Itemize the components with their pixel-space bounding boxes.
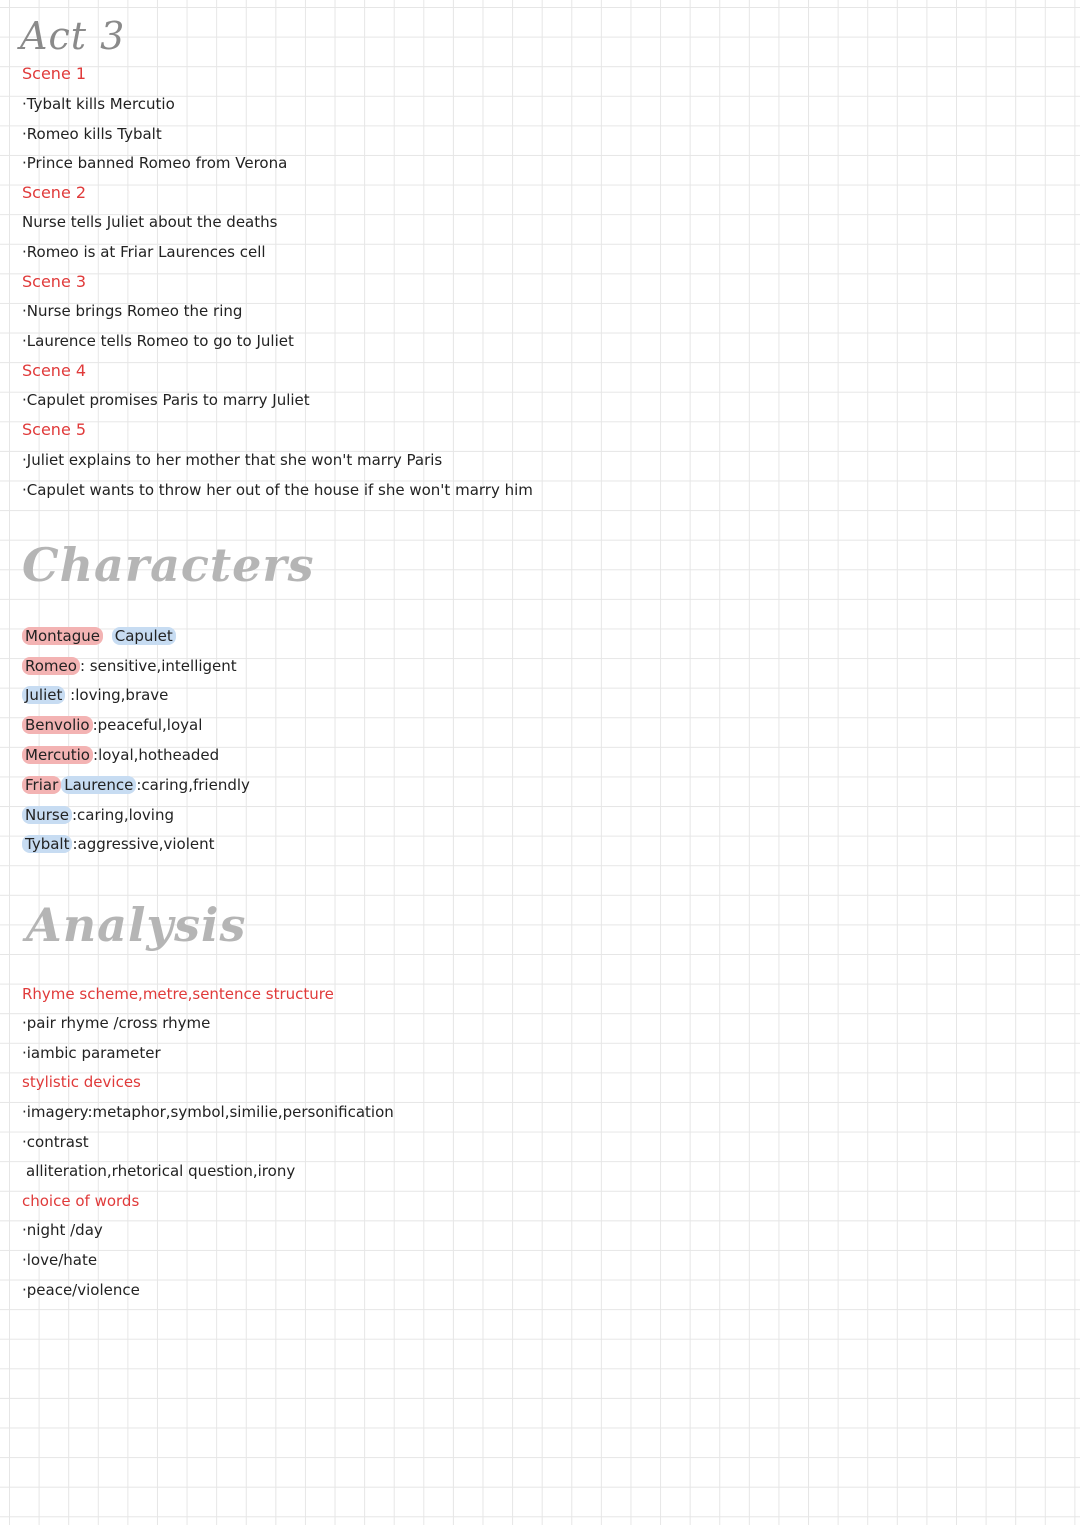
analysis-line: ·night /day	[22, 1221, 103, 1239]
legend-capulet: Capulet	[112, 627, 176, 645]
analysis-line: ·iambic parameter	[22, 1044, 161, 1062]
analysis-line: ·love/hate	[22, 1251, 98, 1269]
character-row	[22, 686, 168, 704]
scene-heading: Scene 1	[22, 64, 87, 83]
analysis-title: Analysis	[26, 898, 247, 952]
character-traits: aggressive,violent	[77, 835, 215, 853]
character-name: Romeo	[22, 657, 80, 675]
analysis-subheading: stylistic devices	[22, 1073, 141, 1091]
analysis-line: ·pair rhyme /cross rhyme	[22, 1014, 211, 1032]
character-name: Juliet	[22, 686, 65, 704]
analysis-subheading: choice of words	[22, 1192, 140, 1210]
scene-line: ·Capulet promises Paris to marry Juliet	[22, 391, 310, 409]
separator: :	[71, 806, 78, 824]
scene-heading: Scene 2	[22, 183, 87, 202]
separator: :	[70, 686, 76, 704]
analysis-line: alliteration,rhetorical question,irony	[26, 1162, 296, 1180]
act-title: Act 3	[20, 14, 126, 58]
house-legend	[22, 627, 176, 645]
scene-line: ·Tybalt kills Mercutio	[22, 95, 175, 113]
analysis-line: ·contrast	[22, 1133, 89, 1151]
scene-line: Nurse tells Juliet about the deaths	[22, 213, 278, 231]
character-name: Benvolio	[22, 716, 93, 734]
character-name-part2: Laurence	[61, 776, 136, 794]
character-traits: caring,loving	[77, 806, 175, 824]
character-traits: caring,friendly	[141, 776, 250, 794]
character-row	[22, 716, 202, 734]
character-row	[22, 746, 219, 764]
character-name-part1: Friar	[22, 776, 61, 794]
character-row	[22, 835, 215, 853]
character-row	[22, 657, 237, 675]
separator: :	[79, 657, 86, 675]
character-row	[22, 806, 174, 824]
scene-line: ·Prince banned Romeo from Verona	[22, 154, 288, 172]
scene-heading: Scene 5	[22, 420, 87, 439]
separator: :	[93, 746, 99, 764]
scene-line: ·Nurse brings Romeo the ring	[22, 302, 243, 320]
separator: :	[72, 835, 78, 853]
separator: :	[92, 716, 98, 734]
scene-line: ·Romeo kills Tybalt	[22, 125, 162, 143]
analysis-line: ·imagery:metaphor,symbol,similie,personification	[22, 1103, 394, 1121]
analysis-subheading: Rhyme scheme,metre,sentence structure	[22, 985, 334, 1003]
character-name: Mercutio	[22, 746, 93, 764]
characters-title: Characters	[22, 538, 315, 592]
character-row	[22, 776, 250, 794]
scene-heading: Scene 3	[22, 272, 87, 291]
scene-heading: Scene 4	[22, 361, 87, 380]
separator: :	[136, 776, 142, 794]
scene-line: ·Juliet explains to her mother that she won't marry Paris	[22, 451, 443, 469]
character-traits: loyal,hotheaded	[98, 746, 220, 764]
character-traits: peaceful,loyal	[97, 716, 203, 734]
character-name: Tybalt	[22, 835, 72, 853]
scene-line: ·Romeo is at Friar Laurences cell	[22, 243, 266, 261]
legend-montague: Montague	[22, 627, 103, 645]
scene-line: ·Capulet wants to throw her out of the house if she won't marry him	[22, 481, 533, 499]
character-name: Nurse	[22, 806, 72, 824]
character-traits: loving,brave	[75, 686, 169, 704]
analysis-line: ·peace/violence	[22, 1281, 140, 1299]
character-traits: sensitive,intelligent	[89, 657, 237, 675]
scene-line: ·Laurence tells Romeo to go to Juliet	[22, 332, 294, 350]
